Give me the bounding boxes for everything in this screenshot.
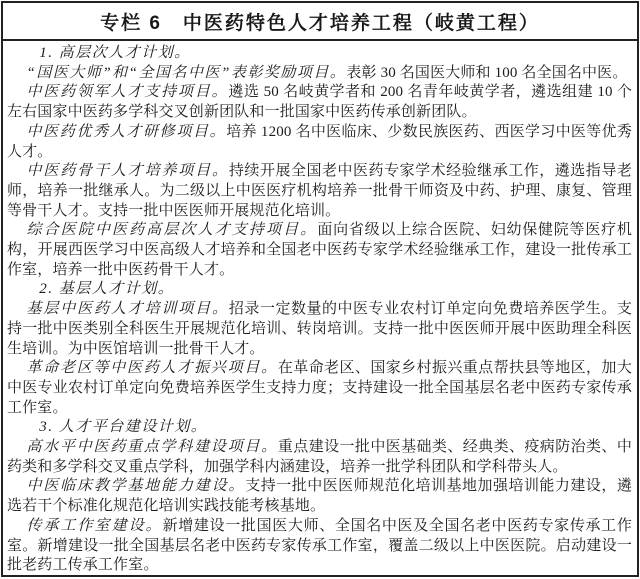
paragraph-lead: 中医药优秀人才研修项目。	[26, 123, 227, 140]
paragraph-text: 新增建设一批国医大师、全国名中医及全国名老中医药专家传承工作室。新增建设一批全国基层名老中医药专家传承工作室，覆盖二级以上中医医院。启动建设一批老药工传承工作室。	[7, 517, 632, 574]
section-heading-text: 2. 基层人才计划。	[39, 281, 175, 298]
paragraph-lead: 革命老区等中医药人才振兴项目。	[26, 360, 278, 377]
paragraph-awards	[7, 64, 632, 84]
section-heading-text: 3. 人才平台建设计划。	[39, 419, 208, 436]
paragraph-lead: 基层中医药人才培训项目。	[26, 301, 229, 318]
paragraph-grassroots-training	[7, 300, 632, 359]
section-heading-text: 1. 高层次人才计划。	[39, 45, 191, 61]
paragraph-inheritance-studios	[7, 517, 632, 575]
section-heading-1	[7, 44, 632, 64]
paragraph-text: 支持一批中医医师规范化培训基地加强培训能力建设，遴选若干个标准化规范化培训实践技能考核基地。	[7, 478, 632, 515]
paragraph-lead: 中医药骨干人才培养项目。	[26, 163, 229, 180]
textbox-panel	[1, 1, 639, 577]
paragraph-lead: 综合医院中医药高层次人才支持项目。	[26, 222, 318, 239]
paragraph-text: 重点建设一批中医基础类、经典类、疫病防治类、中药类和多学科交叉重点学科，加强学科内涵建设，培养一批学科团队和学科带头人。	[7, 439, 632, 475]
panel-body	[3, 41, 637, 575]
panel-title: 专栏 6 中医药特色人才培养工程（岐黄工程）	[3, 3, 637, 41]
paragraph-lead: “国医大师”和“全国名中医”表彰奖励项目。	[26, 64, 347, 81]
paragraph-text: 面向省级以上综合医院、妇幼保健院等医疗机构，开展西医学习中医高级人才培养和全国老中医药专家学术经验继承工作，建设一批传承工作室，培养一批中医药骨干人才。	[7, 222, 632, 278]
paragraph-lead: 中医临床教学基地能力建设。	[26, 478, 246, 495]
paragraph-clinical-teaching-base	[7, 477, 632, 516]
paragraph-text: 招录一定数量的中医专业农村订单定向免费培养医学生。支持一批中医类别全科医生开展规范化培训、转岗培训。支持一批中医医师开展中医助理全科医生培训。为中医馆培训一批骨干人才。	[7, 301, 632, 357]
paragraph-text: 遴选 50 名岐黄学者和 200 名青年岐黄学者，遴选组建 10 个左右国家中医药多学科交叉创新团队和一批国家中医药传承创新团队。	[7, 84, 632, 121]
paragraph-backbone-talent	[7, 162, 632, 221]
paragraph-text: 培养 1200 名中医临床、少数民族医药、西医学习中医等优秀人才。	[7, 123, 632, 160]
paragraph-text: 在革命老区、国家乡村振兴重点帮扶县等地区，加大中医专业农村订单定向免费培养医学生支持力度；支持建设一批全国基层名老中医药专家传承工作室。	[7, 360, 632, 416]
paragraph-old-revolutionary-areas	[7, 359, 632, 418]
paragraph-lead: 中医药领军人才支持项目。	[26, 84, 229, 101]
section-heading-2	[7, 280, 632, 300]
paragraph-text: 表彰 30 名国医大师和 100 名全国名中医。	[346, 64, 628, 81]
paragraph-text: 持续开展全国老中医药专家学术经验继承工作，遴选指导老师，培养一批继承人。为二级以上中医医疗机构培养一批骨干师资及中药、护理、康复、管理等骨干人才。支持一批中医医师开展规范化培训。	[7, 163, 632, 219]
paragraph-leading-talent	[7, 83, 632, 122]
paragraph-lead: 传承工作室建设。	[26, 517, 163, 534]
paragraph-excellent-talent	[7, 123, 632, 162]
paragraph-key-disciplines	[7, 438, 632, 477]
paragraph-lead: 高水平中医药重点学科建设项目。	[26, 439, 278, 456]
paragraph-general-hospital	[7, 221, 632, 280]
section-heading-3	[7, 418, 632, 438]
